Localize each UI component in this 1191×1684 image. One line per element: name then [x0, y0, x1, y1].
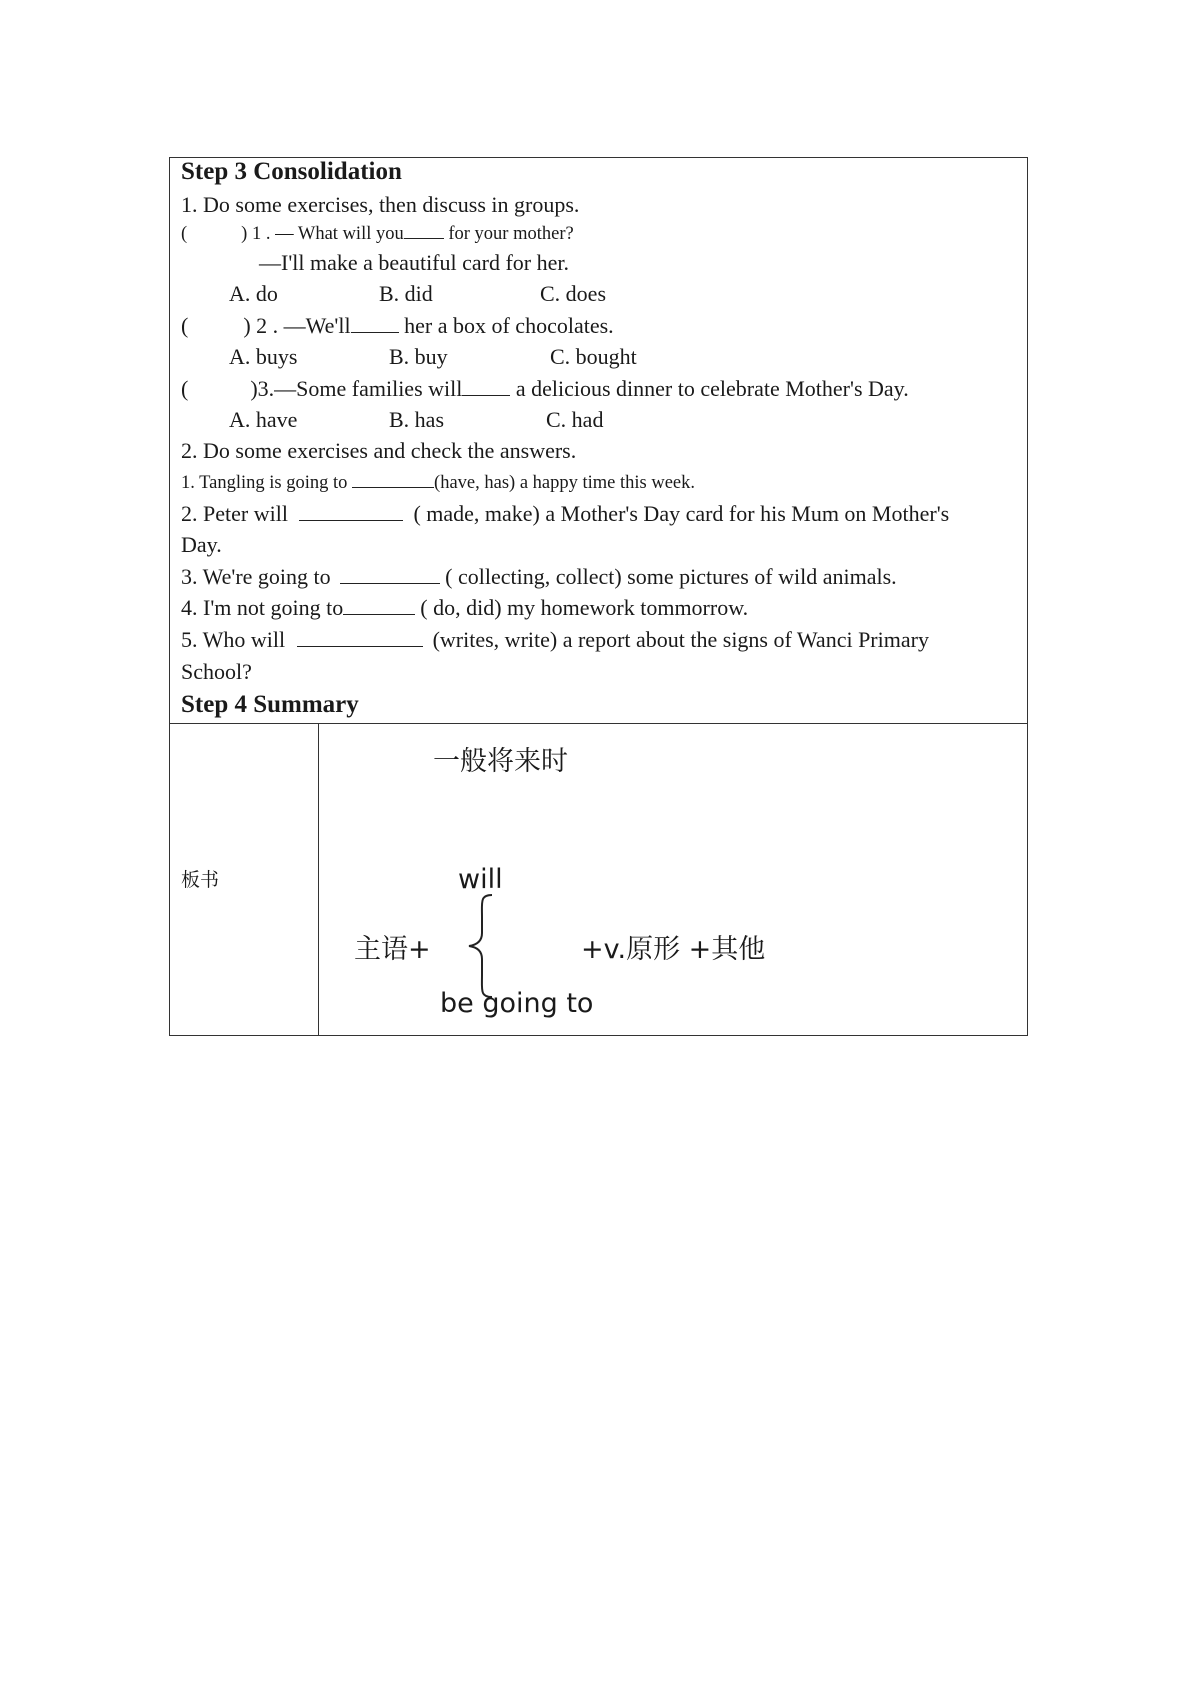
fill-item-text: 3. We're going to	[181, 564, 331, 589]
lesson-table	[169, 157, 1028, 1036]
fill-item-2	[181, 500, 949, 528]
fill-item-text: 2. Peter will	[181, 501, 288, 526]
option-c: C. does	[540, 281, 606, 306]
answer-blank	[340, 565, 440, 584]
answer-blank	[343, 596, 415, 615]
option-a: A. have	[229, 407, 298, 432]
question-3	[181, 375, 909, 403]
option-c: C. had	[546, 407, 604, 432]
question-stem-end: for your mother?	[448, 224, 574, 244]
fill-item-text: ( do, did) my homework tommorrow.	[420, 595, 749, 620]
answer-paren-close: )3.—Some families will	[250, 376, 463, 401]
question-2-options	[170, 343, 1029, 371]
question-stem: 1 . — What will you	[251, 224, 404, 244]
brace-icon	[460, 893, 504, 999]
fill-item-text: (writes, write) a report about the signs of Wanci Primary	[432, 627, 929, 652]
question-stem-end: her a box of chocolates.	[404, 313, 614, 338]
fill-item-text: ( collecting, collect) some pictures of wild animals.	[445, 564, 897, 589]
answer-paren-close: )	[241, 224, 248, 244]
question-3-options	[170, 406, 1029, 434]
option-a: A. do	[229, 281, 278, 306]
fill-item-2-cont: Day.	[181, 532, 222, 557]
answer-blank	[462, 377, 510, 396]
board-subject: 主语+	[354, 934, 431, 965]
fill-item-text: (have, has) a happy time this week.	[434, 473, 696, 493]
table-divider	[170, 723, 1027, 724]
option-b: B. has	[389, 407, 444, 432]
answer-paren-open: (	[181, 313, 189, 338]
answer-paren-close: )	[243, 313, 251, 338]
question-stem: 2 . —We'll	[256, 313, 351, 338]
answer-blank	[404, 220, 444, 239]
fill-item-1	[181, 469, 695, 497]
step3-heading: Step 3 Consolidation	[181, 158, 402, 185]
question-2	[181, 312, 614, 340]
answer-blank	[352, 469, 434, 488]
option-b: B. buy	[389, 344, 448, 369]
column-divider	[318, 723, 319, 1035]
board-going-to: be going to	[440, 988, 594, 1019]
question-1-reply: —I'll make a beautiful card for her.	[259, 250, 569, 275]
answer-paren-open: (	[181, 376, 189, 401]
question-stem-end: a delicious dinner to celebrate Mother's Day.	[515, 376, 909, 401]
board-will: will	[458, 864, 503, 895]
fill-item-text: 5. Who will	[181, 627, 286, 652]
question-1-options	[170, 280, 1029, 308]
question-1	[181, 220, 574, 248]
part1-instruction: 1. Do some exercises, then discuss in groups.	[181, 192, 580, 217]
board-rest: +v.原形 +其他	[581, 934, 766, 965]
fill-item-text: 4. I'm not going to	[181, 595, 344, 620]
answer-paren-open: (	[181, 224, 188, 244]
part2-instruction: 2. Do some exercises and check the answers.	[181, 438, 577, 463]
fill-item-5-cont: School?	[181, 659, 252, 684]
step4-heading: Step 4 Summary	[181, 691, 359, 718]
board-heading: 一般将来时	[433, 746, 568, 777]
fill-item-5	[181, 626, 929, 654]
answer-blank	[351, 314, 399, 333]
fill-item-3	[181, 563, 897, 591]
fill-item-text: ( made, make) a Mother's Day card for his Mum on Mother's	[413, 501, 950, 526]
board-label: 板书	[181, 869, 220, 891]
fill-item-4	[181, 594, 748, 622]
fill-item-text: 1. Tangling is going to	[181, 473, 348, 493]
option-a: A. buys	[229, 344, 298, 369]
option-b: B. did	[379, 281, 433, 306]
option-c: C. bought	[550, 344, 637, 369]
answer-blank	[297, 628, 423, 647]
answer-blank	[299, 502, 403, 521]
